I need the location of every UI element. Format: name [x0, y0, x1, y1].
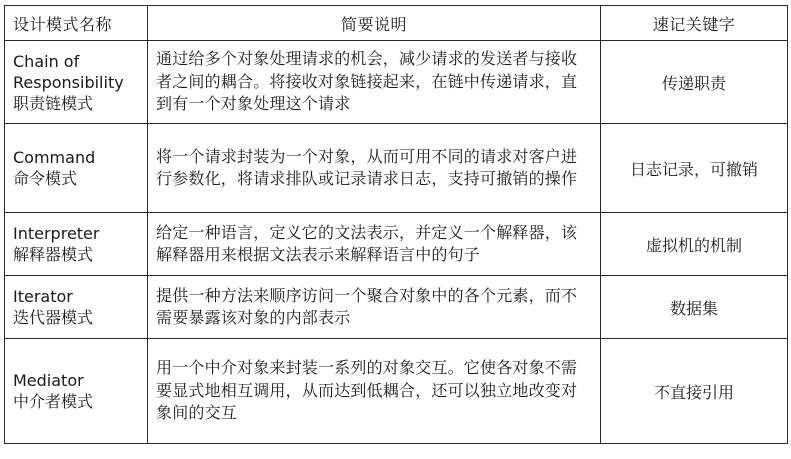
- pattern-description: 通过给多个对象处理请求的机会，减少请求的发送者与接收者之间的耦合。将接收对象链接起来，在链中传递请求，直到有一个对象处理这个请求: [148, 41, 601, 124]
- pattern-name-en: Command: [13, 148, 96, 167]
- pattern-keyword: 不直接引用: [601, 339, 788, 444]
- table-row: [5, 276, 788, 339]
- pattern-name-cn: 解释器模式: [13, 245, 94, 264]
- pattern-name-en: Interpreter: [13, 224, 100, 243]
- design-patterns-table-wrapper: [4, 5, 787, 444]
- pattern-description: 将一个请求封装为一个对象，从而可用不同的请求对客户进行参数化，将请求排队或记录请求日志，支持可撤销的操作: [148, 124, 601, 213]
- pattern-keyword: 日志记录，可撤销: [601, 124, 788, 213]
- table-row: [5, 124, 788, 213]
- header-description: 简要说明: [148, 6, 601, 41]
- pattern-name-en: Chain of Responsibility: [13, 51, 124, 92]
- pattern-name-cn: 命令模式: [13, 169, 78, 188]
- table-row: [5, 213, 788, 276]
- pattern-name-cn: 职责链模式: [13, 93, 94, 113]
- pattern-keyword: 数据集: [601, 276, 788, 339]
- pattern-name-cell: [5, 41, 148, 124]
- pattern-name-cell: [5, 339, 148, 444]
- pattern-name-en: Mediator: [13, 371, 84, 390]
- pattern-description: 提供一种方法来顺序访问一个聚合对象中的各个元素，而不需要暴露该对象的内部表示: [148, 276, 601, 339]
- header-keyword: 速记关键字: [601, 6, 788, 41]
- pattern-name-cell: [5, 124, 148, 213]
- table-row: [5, 41, 788, 124]
- design-patterns-table: [4, 5, 788, 444]
- pattern-keyword: 传递职责: [601, 41, 788, 124]
- pattern-description: 用一个中介对象来封装一系列的对象交互。它使各对象不需要显式地相互调用，从而达到低耦合，还可以独立地改变对象间的交互: [148, 339, 601, 444]
- pattern-name-cell: [5, 276, 148, 339]
- pattern-name-cell: [5, 213, 148, 276]
- pattern-keyword: 虚拟机的机制: [601, 213, 788, 276]
- table-header-row: [5, 6, 788, 41]
- pattern-description: 给定一种语言，定义它的文法表示，并定义一个解释器，该解释器用来根据文法表示来解释语言中的句子: [148, 213, 601, 276]
- pattern-name-cn: 中介者模式: [13, 392, 94, 411]
- table-row: [5, 339, 788, 444]
- header-pattern-name: 设计模式名称: [5, 6, 148, 41]
- pattern-name-en: Iterator: [13, 287, 73, 306]
- pattern-name-cn: 迭代器模式: [13, 308, 94, 327]
